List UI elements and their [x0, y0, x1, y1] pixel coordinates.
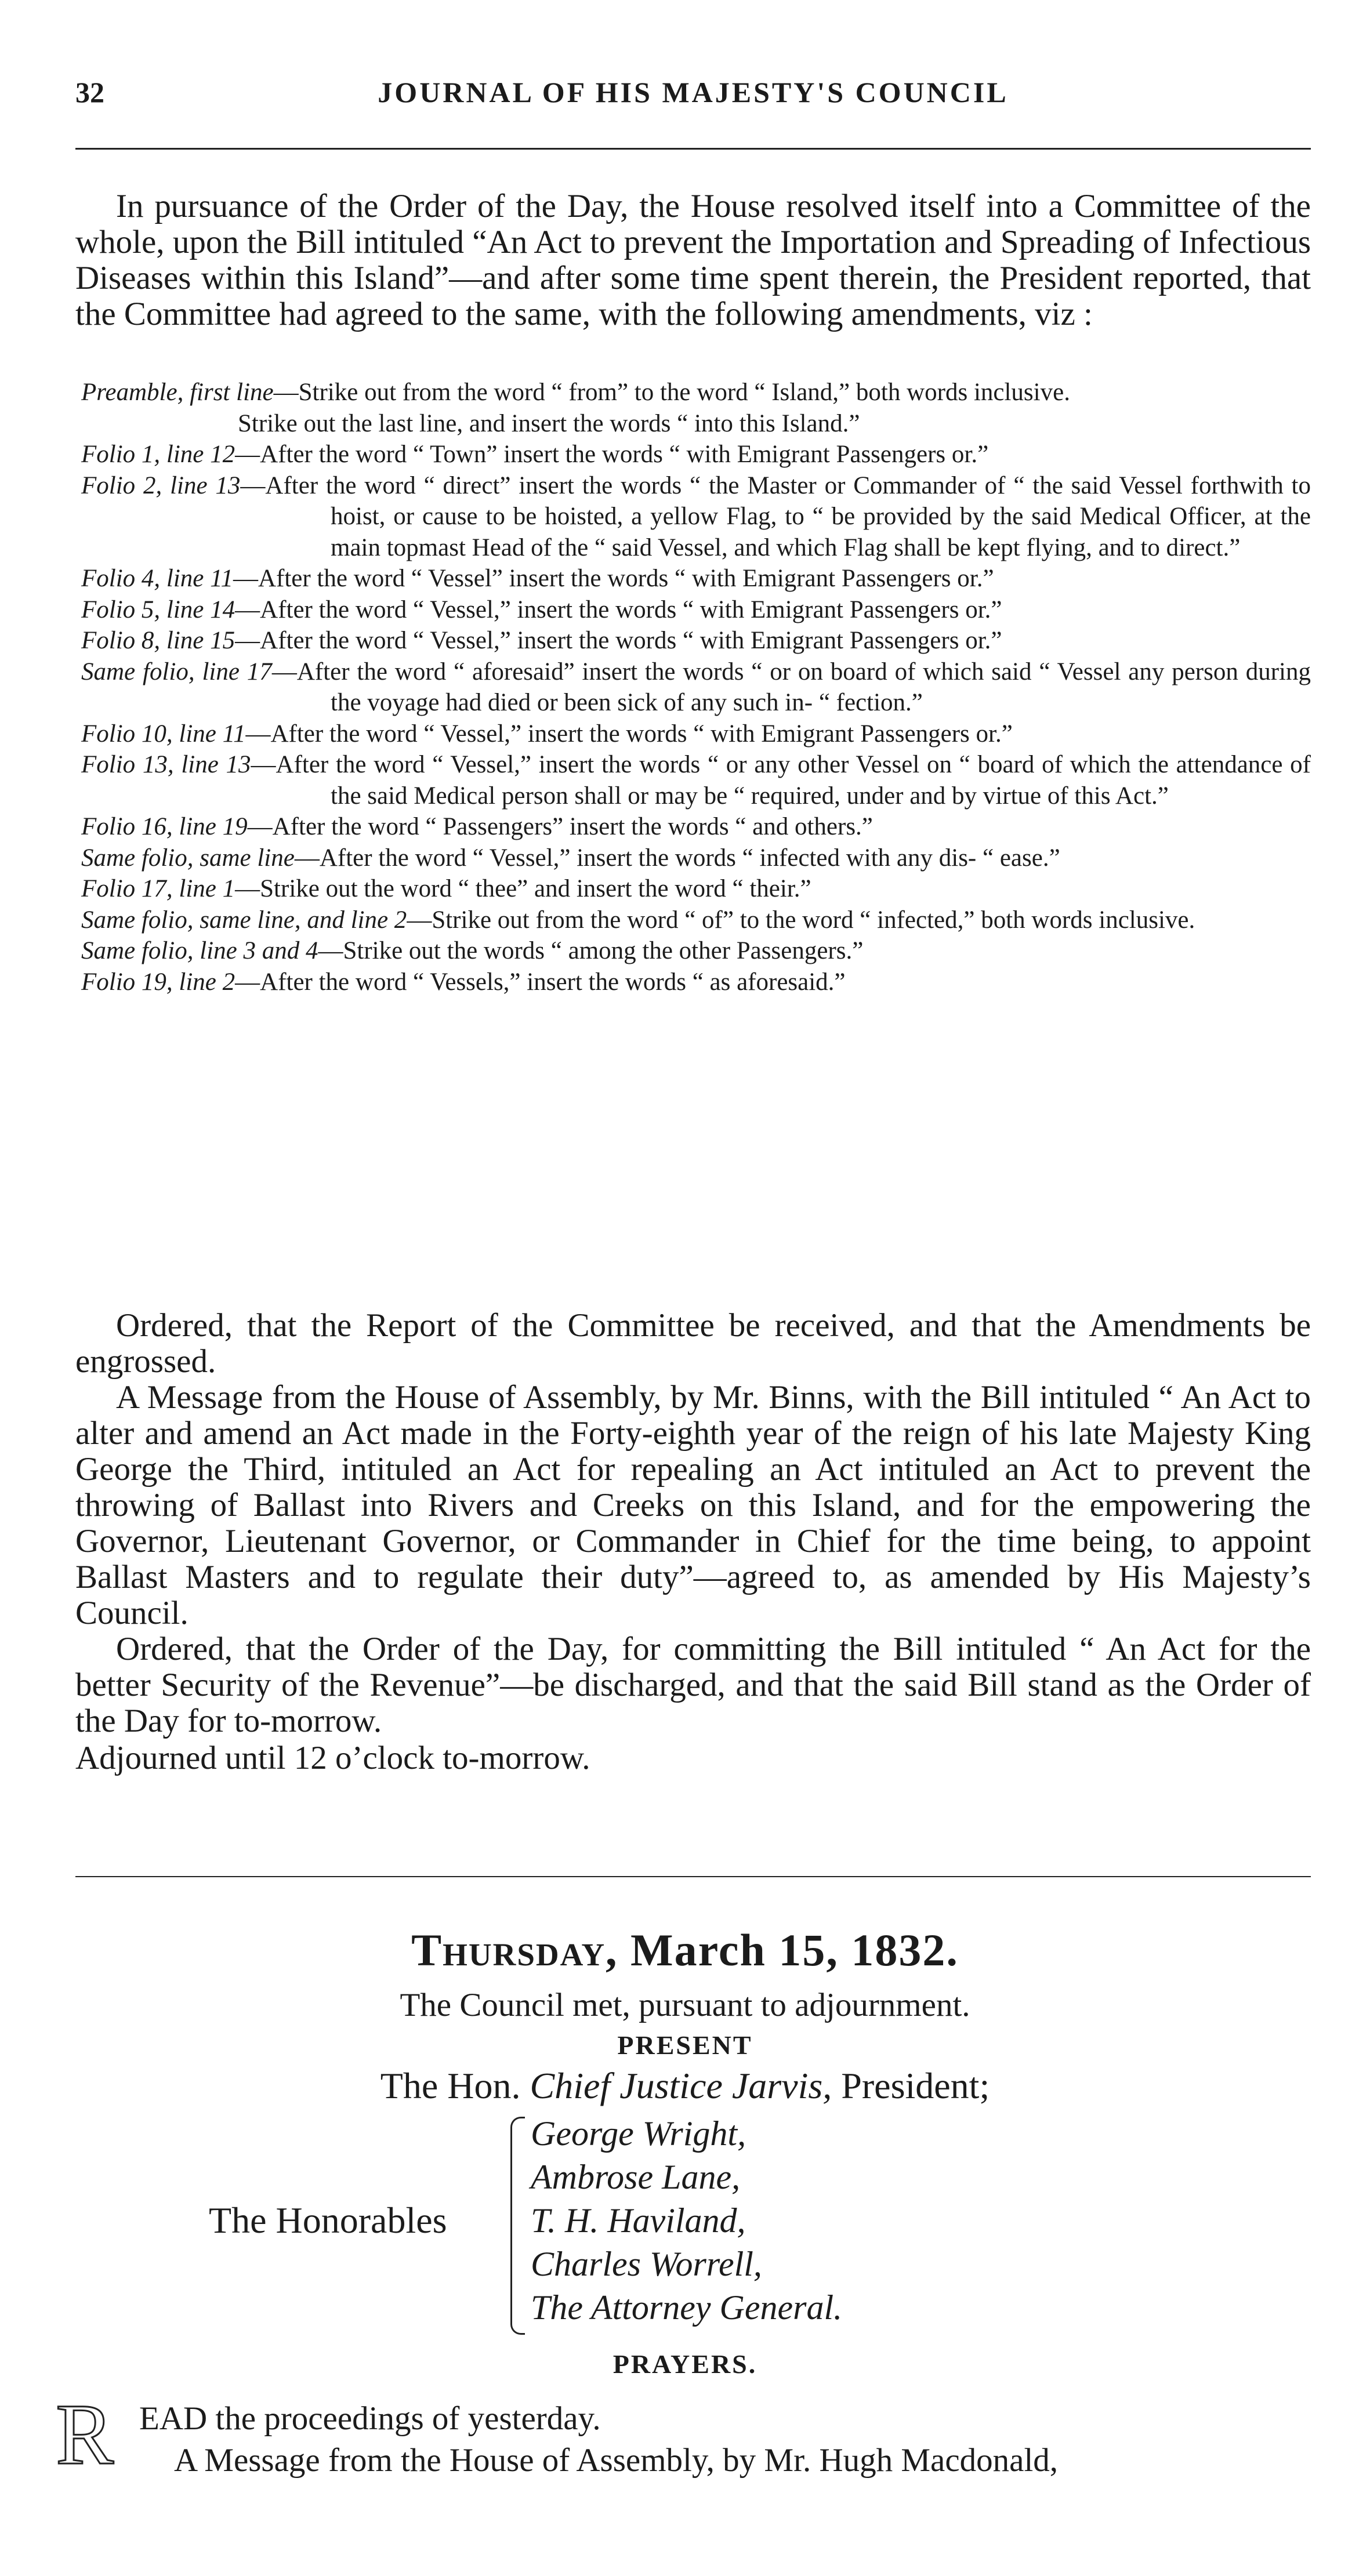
- member-name: The Attorney General.: [531, 2288, 843, 2327]
- amendment-item: [81, 843, 1311, 874]
- amendments-list: [81, 377, 1311, 997]
- amendment-text: Strike out the last line, and insert the words “ into this Island.”: [238, 409, 860, 437]
- members-list: [531, 2112, 842, 2330]
- amendment-ref: Folio 4, line 11: [81, 565, 233, 592]
- president-suffix: President;: [841, 2065, 990, 2106]
- amendment-item: [81, 625, 1311, 656]
- dateline-date: March 15, 1832.: [630, 1925, 959, 1975]
- amendment-item: [81, 563, 1311, 594]
- dateline: [0, 1924, 1370, 1976]
- member-name: Ambrose Lane,: [531, 2158, 741, 2196]
- dateline-weekday: Thursday,: [411, 1925, 618, 1975]
- amendment-ref: Preamble, first line: [81, 379, 274, 406]
- amendment-ref: Folio 2, line 13: [81, 471, 241, 499]
- message-macdonald-line: A Message from the House of Assembly, by Mr. Hugh Macdonald,: [174, 2442, 1059, 2479]
- honorables-label: The Honorables: [209, 2200, 447, 2241]
- member-name: T. H. Haviland,: [531, 2201, 746, 2240]
- header-rule: [75, 148, 1311, 150]
- amendment-text: —After the word “ Vessels,” insert the words “ as aforesaid.”: [235, 968, 846, 996]
- amendment-item: [81, 749, 1311, 811]
- president-line: [0, 2065, 1370, 2107]
- ordered-report-paragraph: Ordered, that the Report of the Committee be received, and that the Amendments be engrossed.: [75, 1307, 1311, 1380]
- amendment-item: [81, 967, 1311, 998]
- closing-lines: [139, 2398, 1311, 2481]
- amendment-item: [81, 408, 1311, 440]
- page-header: [75, 70, 1311, 116]
- adjourned-line: Adjourned until 12 o’clock to-morrow.: [75, 1740, 590, 1776]
- amendment-item: [81, 935, 1311, 967]
- drop-cap-letter: R: [56, 2386, 114, 2483]
- amendment-text: —After the word “ Town” insert the words “ with Emigrant Passengers or.”: [235, 441, 989, 468]
- present-heading: PRESENT: [617, 2030, 753, 2060]
- council-met-line: The Council met, pursuant to adjournment.: [400, 1987, 970, 2023]
- member-name: George Wright,: [531, 2114, 746, 2153]
- amendment-item: [81, 656, 1311, 719]
- amendment-text: —Strike out from the word “ from” to the word “ Island,” both words inclusive.: [273, 379, 1070, 406]
- read-proceedings-line: EAD the proceedings of yesterday.: [139, 2400, 601, 2437]
- amendment-text: —After the word “ Passengers” insert the words “ and others.”: [247, 813, 873, 840]
- amendment-ref: Folio 13, line 13: [81, 751, 251, 778]
- drop-cap: [56, 2386, 130, 2483]
- amendment-text: —Strike out the word “ thee” and insert the word “ their.”: [235, 875, 811, 902]
- amendment-item: [81, 873, 1311, 905]
- amendment-ref: Folio 1, line 12: [81, 441, 235, 468]
- amendment-text: —After the word “ Vessel,” insert the words “ or any other Vessel on “ board of which the attendance of the said Medical person shall or may be “ required, under and by virtue of this Act.”: [251, 751, 1311, 810]
- amendment-text: —After the word “ direct” insert the words “ the Master or Commander of “ the said Vessel forthwith to hoist, or cause to be hoisted, a yellow Flag, to “ be provided by the said Medical Officer, at the main topmast Head of the “ said Vessel, and which Flag shall be kept flying, and to direct.”: [240, 471, 1311, 561]
- amendment-item: [81, 594, 1311, 626]
- amendment-ref: Folio 16, line 19: [81, 813, 248, 840]
- president-prefix: The Hon.: [380, 2065, 521, 2106]
- amendment-text: —After the word “ aforesaid” insert the words “ or on board of which said “ Vessel any person during the voyage had died or been sick of any such in- “ fection.”: [271, 658, 1311, 716]
- amendment-ref: Same folio, line 17: [81, 658, 272, 685]
- amendment-ref: Folio 17, line 1: [81, 875, 235, 902]
- day-separator-rule: [75, 1876, 1311, 1877]
- prayers-heading: PRAYERS.: [612, 2349, 758, 2379]
- ordered-revenue-paragraph: Ordered, that the Order of the Day, for committing the Bill intituled “ An Act for the better Security of the Revenue”—be discharged, and that the said Bill stand as the Order of the Day for to-morrow.: [75, 1631, 1311, 1739]
- amendment-item: [81, 470, 1311, 564]
- amendment-item: [81, 439, 1311, 470]
- page-number: 32: [75, 76, 104, 108]
- running-title: JOURNAL OF HIS MAJESTY'S COUNCIL: [378, 76, 1009, 108]
- amendment-ref: Folio 5, line 14: [81, 596, 235, 623]
- opening-block: [75, 188, 1311, 332]
- amendment-text: —After the word “ Vessel” insert the words “ with Emigrant Passengers or.”: [233, 565, 994, 592]
- message-binns-paragraph: A Message from the House of Assembly, by Mr. Binns, with the Bill intituled “ An Act to alter and amend an Act made in the Forty-eighth year of the reign of his late Majesty King George the Third, intituled an Act for repealing an Act intituled an Act to prevent the throwing of Ballast into Rivers and Creeks on this Island, and for the empowering the Governor, Lieutenant Governor, or Commander in Chief for the time being, to appoint Ballast Masters and to regulate their duty”—agreed to, as amended by His Majesty’s Council.: [75, 1379, 1311, 1631]
- opening-paragraph: In pursuance of the Order of the Day, the House resolved itself into a Committee of the whole, upon the Bill intituled “An Act to prevent the Importation and Spreading of Infectious Diseases within this Island”—and after some time spent therein, the President reported, that the Committee had agreed to the same, with the following amendments, viz :: [75, 188, 1311, 332]
- president-name: Chief Justice Jarvis,: [530, 2065, 832, 2106]
- amendment-text: —After the word “ Vessel,” insert the words “ with Emigrant Passengers or.”: [235, 627, 1002, 654]
- amendment-text: —After the word “ Vessel,” insert the words “ with Emigrant Passengers or.”: [235, 596, 1002, 623]
- amendment-ref: Folio 8, line 15: [81, 627, 235, 654]
- amendment-text: —Strike out from the word “ of” to the word “ infected,” both words inclusive.: [407, 906, 1195, 934]
- amendment-item: [81, 905, 1311, 936]
- amendment-text: —Strike out the words “ among the other Passengers.”: [318, 937, 864, 964]
- amendment-text: —After the word “ Vessel,” insert the words “ with Emigrant Passengers or.”: [245, 720, 1013, 748]
- members-brace: [510, 2117, 525, 2335]
- member-name: Charles Worrell,: [531, 2245, 762, 2283]
- amendment-item: [81, 377, 1311, 408]
- amendment-ref: Same folio, line 3 and 4: [81, 937, 318, 964]
- amendment-item: [81, 811, 1311, 843]
- amendment-ref: Same folio, same line, and line 2: [81, 906, 407, 934]
- amendment-ref: Same folio, same line: [81, 844, 295, 872]
- proceedings-block: [75, 1308, 1311, 1776]
- amendment-ref: Folio 10, line 11: [81, 720, 246, 748]
- amendment-ref: Folio 19, line 2: [81, 968, 235, 996]
- amendment-item: [81, 719, 1311, 750]
- amendment-text: —After the word “ Vessel,” insert the words “ infected with any dis- “ ease.”: [294, 844, 1060, 872]
